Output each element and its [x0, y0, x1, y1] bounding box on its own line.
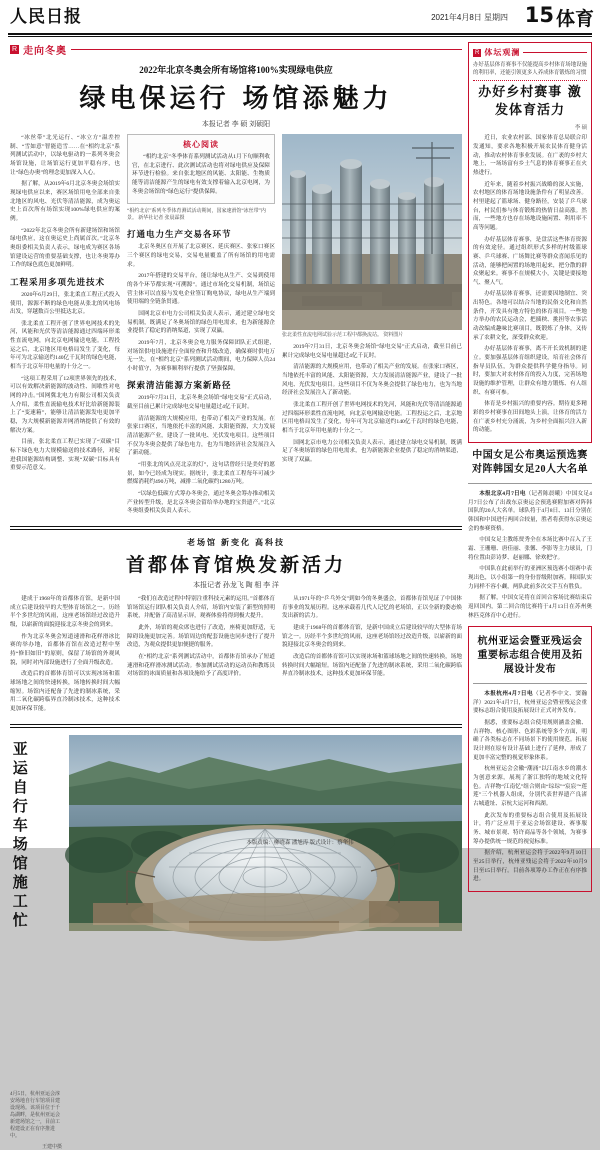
paragraph: 改造后的首都体育馆可以实现冰场和篮球场地之间的快速转换，场地转换时间大幅缩短。场馆内还配备了先进的制冰系统，采用二氧化碳跨临界直冷制冰技术，这种技术更加环保节能。	[282, 653, 462, 678]
bottom-title-wrap	[10, 735, 62, 1150]
paragraph: 中国女足主教练贾秀全在本场比赛中召入了王霜、王珊珊、唐佳丽、张馨、李影等主力球员，门将位置由彭诗梦、赵丽娜、徐欢把守。	[468, 537, 592, 561]
opinion-body	[473, 134, 587, 435]
paragraph: “我们在改造过程中特别注重科技元素的运用。”首都体育馆场馆运行团队相关负责人介绍，场馆内安装了新型的照明系统，并配备了高清显示屏，观赛体验将得到极大提升。	[127, 596, 275, 620]
paragraph	[473, 690, 587, 716]
subhead-3: 探索清洁能源方案新路径	[127, 380, 232, 391]
news-body-3	[473, 690, 587, 884]
paragraph: 目前，张北柔直工程已实现了“双碳”目标下绿色电力大规模输送的技术路径，对促进我国能源结构调整、实现“双碳”目标具有重要示范意义。	[10, 439, 120, 472]
opinion-summary: 办好基层体育赛事不仅能提高乡村体育场地设施的利用率，还能引领更多人养成体育锻炼的习惯	[473, 61, 587, 81]
paragraph: 作为北京冬奥会短道速滑和花样滑冰比赛的举办地，首都体育馆在改造过程中坚持“修旧如旧”的原则，保留了场馆的外观风貌，同时对内部设施进行了全面升级改造。	[10, 633, 120, 666]
dateline-label: 本报北京4月7日电	[479, 490, 526, 497]
mid-columns	[10, 595, 462, 717]
news-body-2	[468, 490, 592, 620]
divider-top	[8, 33, 592, 35]
photo-industrial-plant	[282, 134, 462, 330]
mid-column-3	[282, 595, 462, 717]
masthead-logo: 人民日报	[10, 7, 82, 27]
paragraph: “冰丝带”北光运行、“冰立方”温差控制、“雪如意”智能造雪……在“相约北京”系列测试活动中，以绿电驱动的一系列冬奥会场馆设施，让场馆运行更加平稳有序，也让“绿色办奥”的理念更加深入人心。	[10, 135, 120, 176]
paragraph: 改造后的首都体育馆可以实现冰场和篮球场地之间的快速转换，场地转换时间大幅缩短。场馆内还配备了先进的制冰系统，采用二氧化碳跨临界直冷制冰技术，这种技术更加环保节能。	[10, 671, 120, 712]
opinion-kicker	[473, 47, 587, 58]
paragraph: 据悉，重要标志组合使用规则涵盖会徽、吉祥物、核心图形、色彩系统等多个方面，明确了各类标志在不同场景下的使用规范。拓展设计则在原有设计基础上进行了延伸，形成了更加丰富完整的视觉形象体系。	[473, 720, 587, 761]
mid-kicker: 老场馆 新变化 高科技	[187, 538, 285, 547]
core-reading-title: 核心阅读	[183, 140, 219, 149]
opinion-title: 办好乡村赛事 激发体育活力	[478, 85, 582, 118]
lead-columns	[10, 134, 462, 519]
news-title-3: 杭州亚运会暨亚残运会重要标志组合使用及拓展设计发布	[477, 636, 583, 676]
news-asian-games-logo	[468, 626, 592, 892]
dateline-label: 本报杭州4月7日电	[484, 691, 534, 698]
paragraph: 办好基层体育赛事，还需要因地制宜、突出特色。各地可以结合当地的民俗文化和自然条件，开发具有地方特色的体育项目。一些地方举办的农民运动会，把插秧、挑担等农事活动改编成趣味比赛项目，既锻炼了身体，又传承了农耕文化，深受群众欢迎。	[473, 291, 587, 341]
bottom-caption: 4月5日，杭州亚运会淳安场地自行车馆项目建设现场。该项目位于千岛湖畔，是杭州亚运会新建场馆之一，目前工程建设正在有序推进中。	[10, 1091, 61, 1139]
mid-article	[10, 537, 462, 717]
bottom-credit-photo: 王建中摄	[41, 1144, 62, 1150]
paragraph: “这项工程采用了12项世界领先的技术，可以有效解决新能源的波动性、间歇性对电网的冲击。”国网冀北电力有限公司相关负责人介绍，柔性直流输电技术好比给新能源装上了“变速箱”，能够让清洁能源发电更加平稳，为大规模新能源并网消纳提供了有效的解决方案。	[10, 375, 120, 434]
mid-byline: 本报记者 孙龙飞 陶 相 李 洋	[193, 581, 279, 589]
bottom-vertical-title: 亚运自行车场馆施工忙	[10, 740, 29, 931]
photo-velodrome-image	[69, 735, 462, 931]
paragraph: 此次发布的重要标志组合使用及拓展设计，将广泛应用于亚运会场馆建设、赛事服务、城市景观、特许商品等各个领域，为赛事筹办提供统一规范的视觉标准。	[473, 812, 587, 845]
paragraph: 国网北京市电力公司相关负责人表示，通过建立绿电交易机制，既满足了冬奥场馆的绿色用电需求，也为新能源企业提供了稳定的消纳渠道，实现了双赢。	[282, 439, 462, 463]
divider	[468, 483, 592, 484]
paragraph: 2019年7月31日，北京冬奥会场馆“绿电交易”正式启动，截至目前已累计完成绿电交易电量超过4亿千瓦时。	[127, 395, 275, 411]
paragraph: “相约北京”冬季体育系列测试活动从1月下旬顺利收官，在北京进行、此次测试活动也将对绿电供应及保障环节进行检验。来自张北地区的风能、太阳能、生物质能等清洁能源产生的绿电有效支撑着输入北京电网，为冬奥会场馆的“绿色运行”提供保障。	[132, 154, 270, 195]
paragraph: 在“相约北京”系列测试活动中，首都体育馆承办了短道速滑和花样滑冰测试活动。参加测试活动的运动员和教练员对场馆的冰面质量和各项设施给予了高度评价。	[127, 653, 275, 678]
kicker-badge-icon: R	[475, 49, 480, 56]
paragraph: 此外，场馆的观众席也进行了改造，座椅更加舒适，无障碍设施更加完善。场馆周边的配套设施也同步进行了提升改造，为观众提供更加便捷的服务。	[127, 624, 275, 649]
paragraph: 张北柔直工程开创了世界电网技术的先河，风能和光伏等清洁能源通过四端环形柔性直流电网，向北京电网输送电能。工程投运之后，北京地区用电格局发生了变化，每年可为北京输送约140亿千瓦时的绿色电能，相当于北京年用电量的十分之一。	[282, 401, 462, 434]
paragraph: 国网北京市电力公司相关负责人表示，通过建立绿电交易机制，既满足了冬奥场馆的绿色用电需求，也为新能源企业提供了稳定的消纳渠道，实现了双赢。	[127, 310, 275, 335]
page-number: 15	[524, 3, 554, 27]
paragraph: 杭州亚运会会徽“潮涌”以江南水乡的潮水为创意来源，展现了浙江独特的地域文化特色。吉祥物“江南忆”组合则由“琮琮”“宸宸”“莲莲”三个机器人组成，分别代表世界遗产良渚古城遗址、京杭大运河和西湖。	[473, 766, 587, 808]
paragraph: 据介绍，杭州亚运会将于2022年9月10日至25日举行，杭州亚残运会将于2022年10月9日至15日举行。目前各项筹办工作正在有序推进。	[473, 850, 587, 883]
paragraph: 从1971年的“乒乓外交”到如今的冬奥盛会，首都体育馆见证了中国体育事业的发展历程。这座承载着几代人记忆的老场馆，正以全新的姿态焕发出新的活力。	[282, 596, 462, 620]
bottom-feature	[10, 735, 462, 1150]
news-title-2: 中国女足公布奥运预选赛对阵韩国女足20人大名单	[472, 449, 588, 475]
paragraph-text: （记者陈晨曦）中国女足4月7日公布了出战东京奥运会预选赛附加赛对阵韩国队的20人大名单。球队将于4月8日、13日分别在韩国和中国进行两回合较量，胜者将获得东京奥运会的参赛资格。	[468, 490, 592, 532]
paragraph: 体育是乡村振兴的重要内容。期待更多精彩的乡村赛事在田间地头上演，让体育的活力在广袤乡村充分涌流，为乡村全面振兴注入新的动能。	[473, 401, 587, 434]
mid-headline: 首都体育馆焕发新活力	[125, 554, 346, 576]
divider-mid	[10, 526, 462, 530]
core-reading-box	[127, 134, 275, 204]
paragraph: 办好基层体育赛事，离不开长效机制的建立。要加强基层体育组织建设，培育社会体育指导员队伍，为群众提供科学健身指导。同时，要加大对农村体育的投入力度，完善场地设施的维护管理，让群众有地方锻炼、有人组织、有赛可参。	[473, 346, 587, 396]
news-womens-football	[468, 449, 592, 620]
lead-headline: 绿电保运行 场馆添魅力	[79, 84, 393, 114]
paragraph: 据了解，从2019年6月北京冬奥会场馆实现绿电供应以来，赛区场馆用电全部来自张北地区的风电、光伏等清洁能源，成为奥运史上首次所有场馆实现100%绿电供应的案例。	[10, 181, 120, 222]
paragraph: 2019年7月，北京冬奥会电力服务保障团队正式组建，对场馆供电设施进行全面检查和升级改造，确保赛时供电万无一失。在“相约北京”系列测试活动期间，电力保障人员24小时值守，为赛事顺利举行提供了坚强保障。	[127, 339, 275, 372]
paragraph	[468, 490, 592, 533]
kicker-rule	[523, 52, 587, 53]
paragraph: 近年来，随着乡村振兴战略的深入实施，农村地区的体育场地设施条件有了明显改善。村里建起了篮球场、健身路径，安装了乒乓球台，村民们参与体育锻炼的热情日益高涨。然而，一些地方也存在场地设施闲置、利用率不高等问题。	[473, 181, 587, 231]
subhead-2: 打通电力生产交易各环节	[127, 229, 232, 240]
lead-shoulder: 2022年北京冬奥会所有场馆将100%实现绿电供应	[139, 65, 333, 75]
lead-c1b-text	[10, 291, 120, 473]
lead-column-2	[127, 134, 275, 519]
paragraph: 2017年搭建的交易平台，能让绿电从生产、交易到使用的各个环节都实现“可溯源”。通过市场化交易机制，场馆运营主体可以直接与发电企业签订购电协议，绿电从生产端到使用端的全链条贯通。	[127, 273, 275, 306]
photo-velodrome	[69, 735, 462, 931]
mid-column-2	[127, 595, 275, 717]
paragraph: 张北柔直工程开创了世界电网技术的先河，风能和光伏等清洁能源通过四端环形柔性直流电网，向北京电网输送电能。工程投运之后，北京地区用电格局发生了变化，每年可为北京输送约140亿千瓦时的绿色电能，相当于北京年用电量的十分之一。	[10, 320, 120, 371]
kicker-rule	[71, 49, 462, 50]
paragraph: 办好基层体育赛事，是盘活这些体育资源的有效途径。通过组织形式多样的村级篮球赛、乒乓球赛、广场舞比赛等群众喜闻乐见的活动，能够把闲置的场地用起来，把分散的群众聚起来。赛事不在规模大小，关键是要接地气、聚人气。	[473, 236, 587, 286]
page-credit: 本版责编：柳晓森 潘旭涛 版式设计：蔡华伟	[246, 840, 354, 846]
paragraph: 据了解，中国女足将在首回合客场比赛结束后返回国内，第二回合的比赛将于4月13日在苏州奥林匹克体育中心进行。	[468, 595, 592, 619]
divider	[473, 683, 587, 684]
paragraph: 北京冬奥区在开展了北京赛区、延庆赛区、张家口赛区三个赛区的绿电交易，交易电量覆盖了所有场馆的用电需求。	[127, 244, 275, 268]
lead-column-1	[10, 134, 120, 519]
paragraph-text: （记者李中文、窦瀚洋）2021年4月7日，杭州亚运会暨亚残运会重要标志组合使用及拓展设计正式对外发布。	[473, 691, 587, 715]
opinion-box	[468, 42, 592, 443]
paragraph: 近日，农业农村部、国家体育总局联合印发通知，要求各地积极开展农民体育健身活动，推动农村体育事业发展。在广袤的乡村大地上，一场场富有乡土气息的体育赛事正在火热进行。	[473, 135, 587, 176]
lead-kicker-label: 走向冬奥	[23, 46, 68, 57]
photo-industrial-plant-image	[282, 134, 462, 330]
photo-caption-plant: 张北柔性直流电网试验示范工程中都换流站。 资料图片	[282, 333, 404, 338]
paragraph: 清洁能源的大规模应用，也带动了相关产业的发展。在张家口赛区，当地依托丰富的风能、太阳能资源，大力发展清洁能源产业，建设了一批风电、光伏发电项目。这些项目不仅为冬奥会提供了绿色电力，也为当地经济社会发展注入了新动能。	[127, 415, 275, 457]
core-reading-text	[132, 153, 270, 196]
paragraph: “2022年北京冬奥会所有新建场馆和场馆绿电供应，这在奥运史上尚属首次。”北京冬奥组委相关负责人表示，绿电成为赛区各场馆建设运营的重要基础支撑，也让冬奥筹办工作的绿色底色更加鲜明。	[10, 227, 120, 269]
subhead-1: 工程采用多项先进技术	[10, 276, 106, 287]
paragraph: 清洁能源的大规模应用，也带动了相关产业的发展。在张家口赛区，当地依托丰富的风能、太阳能资源，大力发展清洁能源产业，建设了一批风电、光伏发电项目。这些项目不仅为冬奥会提供了绿色电力，也为当地经济社会发展注入了新动能。	[282, 364, 462, 397]
paragraph: 2020年6月29日，张北柔直工程正式投入使用，源源不断的绿色电能从张北的风电场出发，穿越数百公里抵达北京。	[10, 291, 120, 316]
lead-kicker	[10, 42, 462, 57]
masthead-date: 2021年4月8日 星期四	[431, 13, 508, 22]
lead-c3-text	[282, 343, 462, 465]
lead-c2b-text	[127, 394, 275, 516]
lead-column-3	[282, 134, 462, 519]
opinion-author: 李 硕	[574, 125, 587, 132]
mid-column-1	[10, 595, 120, 717]
paragraph: 2019年7月31日，北京冬奥会场馆“绿电交易”正式启动，截至目前已累计完成绿电交易电量超过4亿千瓦时。	[282, 344, 462, 359]
divider-bottom	[10, 724, 462, 728]
divider-top-2	[8, 36, 592, 37]
right-rail	[468, 42, 592, 883]
lead-byline: 本报记者 李 硕 刘硕阳	[201, 120, 271, 128]
section-name: 体育	[555, 8, 594, 30]
photo-caption-top: “相约北京”系列冬季体育测试活动期间，国家速滑馆“冰丝带”内景。 新华社记者 张晨霖摄	[127, 209, 266, 222]
masthead	[0, 0, 600, 34]
paragraph: “以绿色低碳方式筹办冬奥会，通过冬奥会筹办推动相关产业转型升级，是北京冬奥会留给举办地的宝贵遗产。”北京冬奥组委相关负责人表示。	[127, 491, 275, 515]
paragraph: 建成于1968年的首都体育馆，是新中国成立后建设较早的大型体育场馆之一。历经半个多世纪的风雨，这座老场馆经过改造升级，以崭新的面貌迎接北京冬奥会的到来。	[10, 596, 120, 628]
paragraph: “用张北的风点亮北京的灯”，这句话曾经只是美好的愿景，如今已经成为现实。据统计，张北柔直工程每年可减少燃煤消耗约490万吨，减排二氧化碳约1280万吨。	[127, 462, 275, 486]
lead-c1-text	[10, 134, 120, 270]
lead-c2-text	[127, 243, 275, 373]
kicker-badge-icon: R	[12, 46, 18, 53]
paragraph: 建成于1968年的首都体育馆，是新中国成立后建设较早的大型体育场馆之一。历经半个多世纪的风雨，这座老场馆经过改造升级，以崭新的面貌迎接北京冬奥会的到来。	[282, 624, 462, 649]
paragraph: 中国队在此前举行的亚洲区预选赛小组赛中表现出色，以小组第一的身份晋级附加赛。韩国队实力同样不容小觑，两队此前多次交手互有胜负。	[468, 566, 592, 590]
opinion-kicker-label: 体坛观澜	[484, 48, 521, 57]
